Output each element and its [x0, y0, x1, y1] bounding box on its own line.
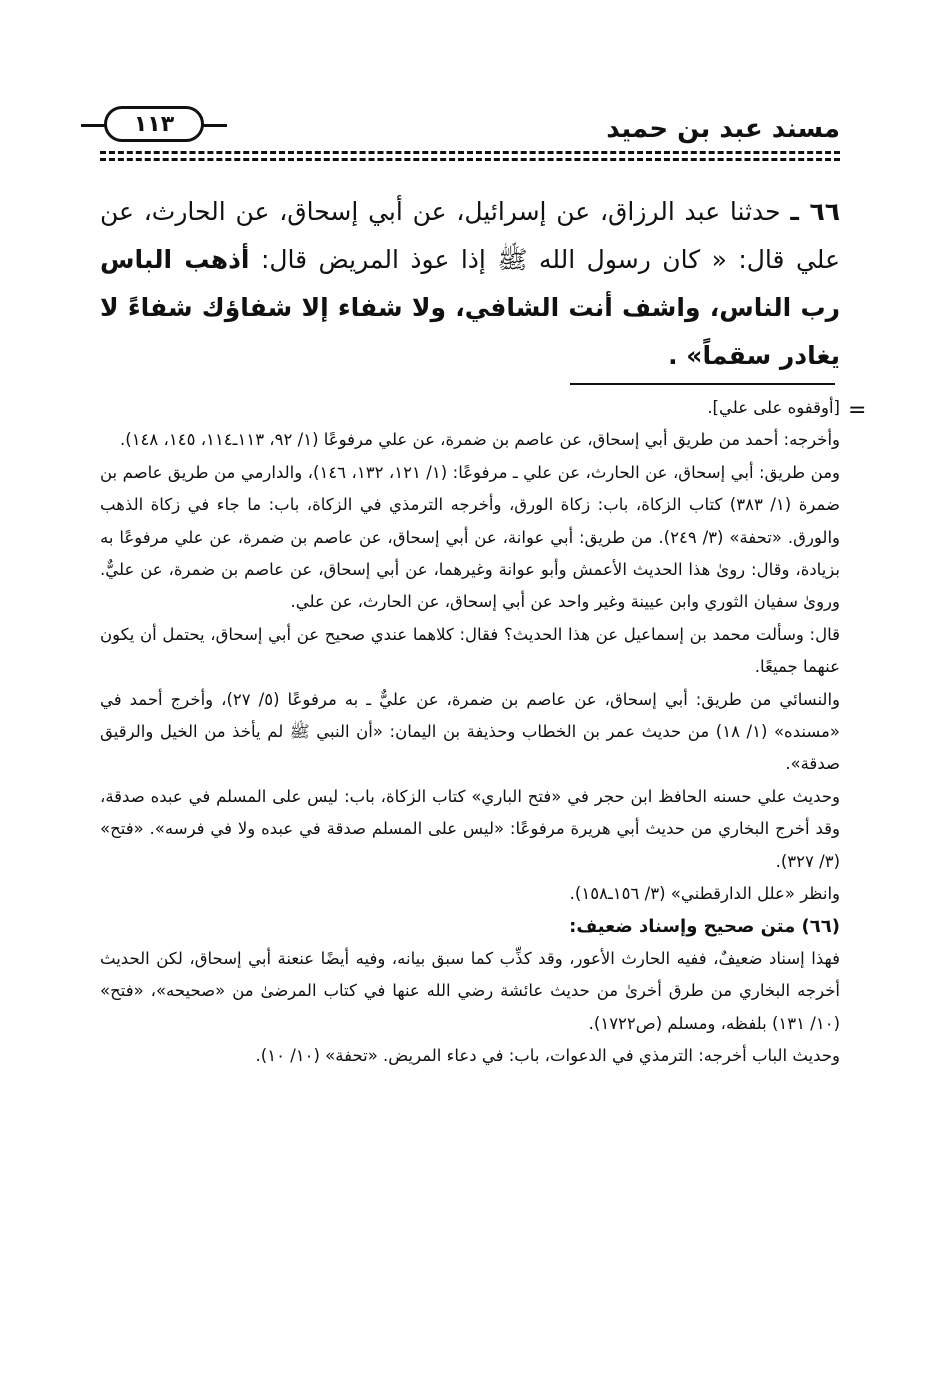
- footnote-paragraph: والنسائي من طريق: أبي إسحاق، عن عاصم بن ضمرة، عن عليٌّ ـ به مرفوعًا (٥/ ٢٧)، وأخرج أحمد في «مسنده» (١/ ١٨) من حديث عمر بن الخطاب وحذيفة بن اليمان: «أن النبي ﷺ لم يأخذ من الخيل والرقيق صدقة».: [100, 689, 840, 774]
- footnote-paragraph: وأخرجه: أحمد من طريق أبي إسحاق، عن عاصم بن ضمرة، عن علي مرفوعًا (١/ ٩٢، ١١٣ـ١١٤، ١٤٥، ١٤٨).: [120, 430, 840, 450]
- footnote-paragraph: وحديث علي حسنه الحافظ ابن حجر في «فتح الباري» كتاب الزكاة، باب: ليس على المسلم في عبده صدقة، وقد أخرج البخاري من حديث أبي هريرة مرفوعًا: «ليس على المسلم صدقة في عبده ولا في فرسه». «فتح» (٣/ ٣٢٧).: [100, 786, 840, 871]
- footnote-paragraph: وانظر «علل الدارقطني» (٣/ ١٥٦ـ١٥٨).: [569, 884, 840, 904]
- page-number-badge: [104, 106, 204, 142]
- page-header: [100, 100, 840, 150]
- hadith-narration: حدثنا عبد الرزاق، عن إسرائيل، عن أبي إسحاق، عن الحارث، عن علي قال: « كان رسول الله ﷺ إذا عوذ المريض قال:: [100, 197, 840, 274]
- hadith-number: ٦٦ ـ: [790, 197, 840, 226]
- footnote-paragraph: ومن طريق: أبي إسحاق، عن الحارث، عن علي ـ مرفوعًا: (١/ ١٢١، ١٣٢، ١٤٦)، والدارمي من طريق عاصم بن ضمرة (١/ ٣٨٣) كتاب الزكاة، باب: زكاة الورق، وأخرجه الترمذي في الزكاة، باب: ما جاء في زكاة الذهب والورق. «تحفة» (٣/ ٢٤٩). من طريق: أبي عوانة، عن أبي إسحاق، عن عاصم بن ضمرة، عن علي مرفوعًا به بزيادة، وقال: روىٰ هذا الحديث الأعمش وأبو عوانة وغيرهما، عن أبي إسحاق، عن عاصم بن ضمرة، عن عليٌّ. وروىٰ سفيان الثوري وابن عيينة وغير واحد عن أبي إسحاق، عن الحارث، عن علي.: [100, 462, 841, 612]
- footnote-section-title: (٦٦) متن صحيح وإسناد ضعيف:: [569, 915, 840, 937]
- header-divider-top: [100, 151, 840, 154]
- footnote-paragraph: وحديث الباب أخرجه: الترمذي في الدعوات، باب: في دعاء المريض. «تحفة» (١٠/ ١٠).: [255, 1046, 840, 1066]
- footnote-separator: [570, 383, 835, 385]
- header-divider-bottom: [100, 158, 840, 161]
- footnote-continuation-marker: =: [848, 398, 867, 423]
- footnotes: [100, 392, 840, 1073]
- page-number: ١١٣: [133, 111, 175, 137]
- main-hadith: [100, 188, 840, 380]
- footnote-paragraph: قال: وسألت محمد بن إسماعيل عن هذا الحديث؟ فقال: كلاهما عندي صحيح عن أبي إسحاق، يحتمل أن يكون عنهما جميعًا.: [100, 624, 840, 677]
- book-title: مسند عبد بن حميد: [606, 114, 840, 144]
- hadith-quote: أذهب الباس رب الناس، واشف أنت الشافي، ولا شفاء إلا شفاؤك شفاءً لا يغادر سقماً» .: [100, 245, 840, 370]
- footnote-paragraph: [أوقفوه على علي].: [707, 398, 840, 417]
- footnote-paragraph: فهذا إسناد ضعيفٌ، ففيه الحارث الأعور، وقد كذِّب كما سبق بيانه، وفيه أيضًا عنعنة أبي إسحاق، لكن الحديث أخرجه البخاري من طرق أخرىٰ من حديث عائشة رضي الله عنها في كتاب المرضىٰ من «صحيحه»، «فتح» (١٠/ ١٣١) بلفظه، ومسلم (ص١٧٢٢).: [100, 948, 840, 1033]
